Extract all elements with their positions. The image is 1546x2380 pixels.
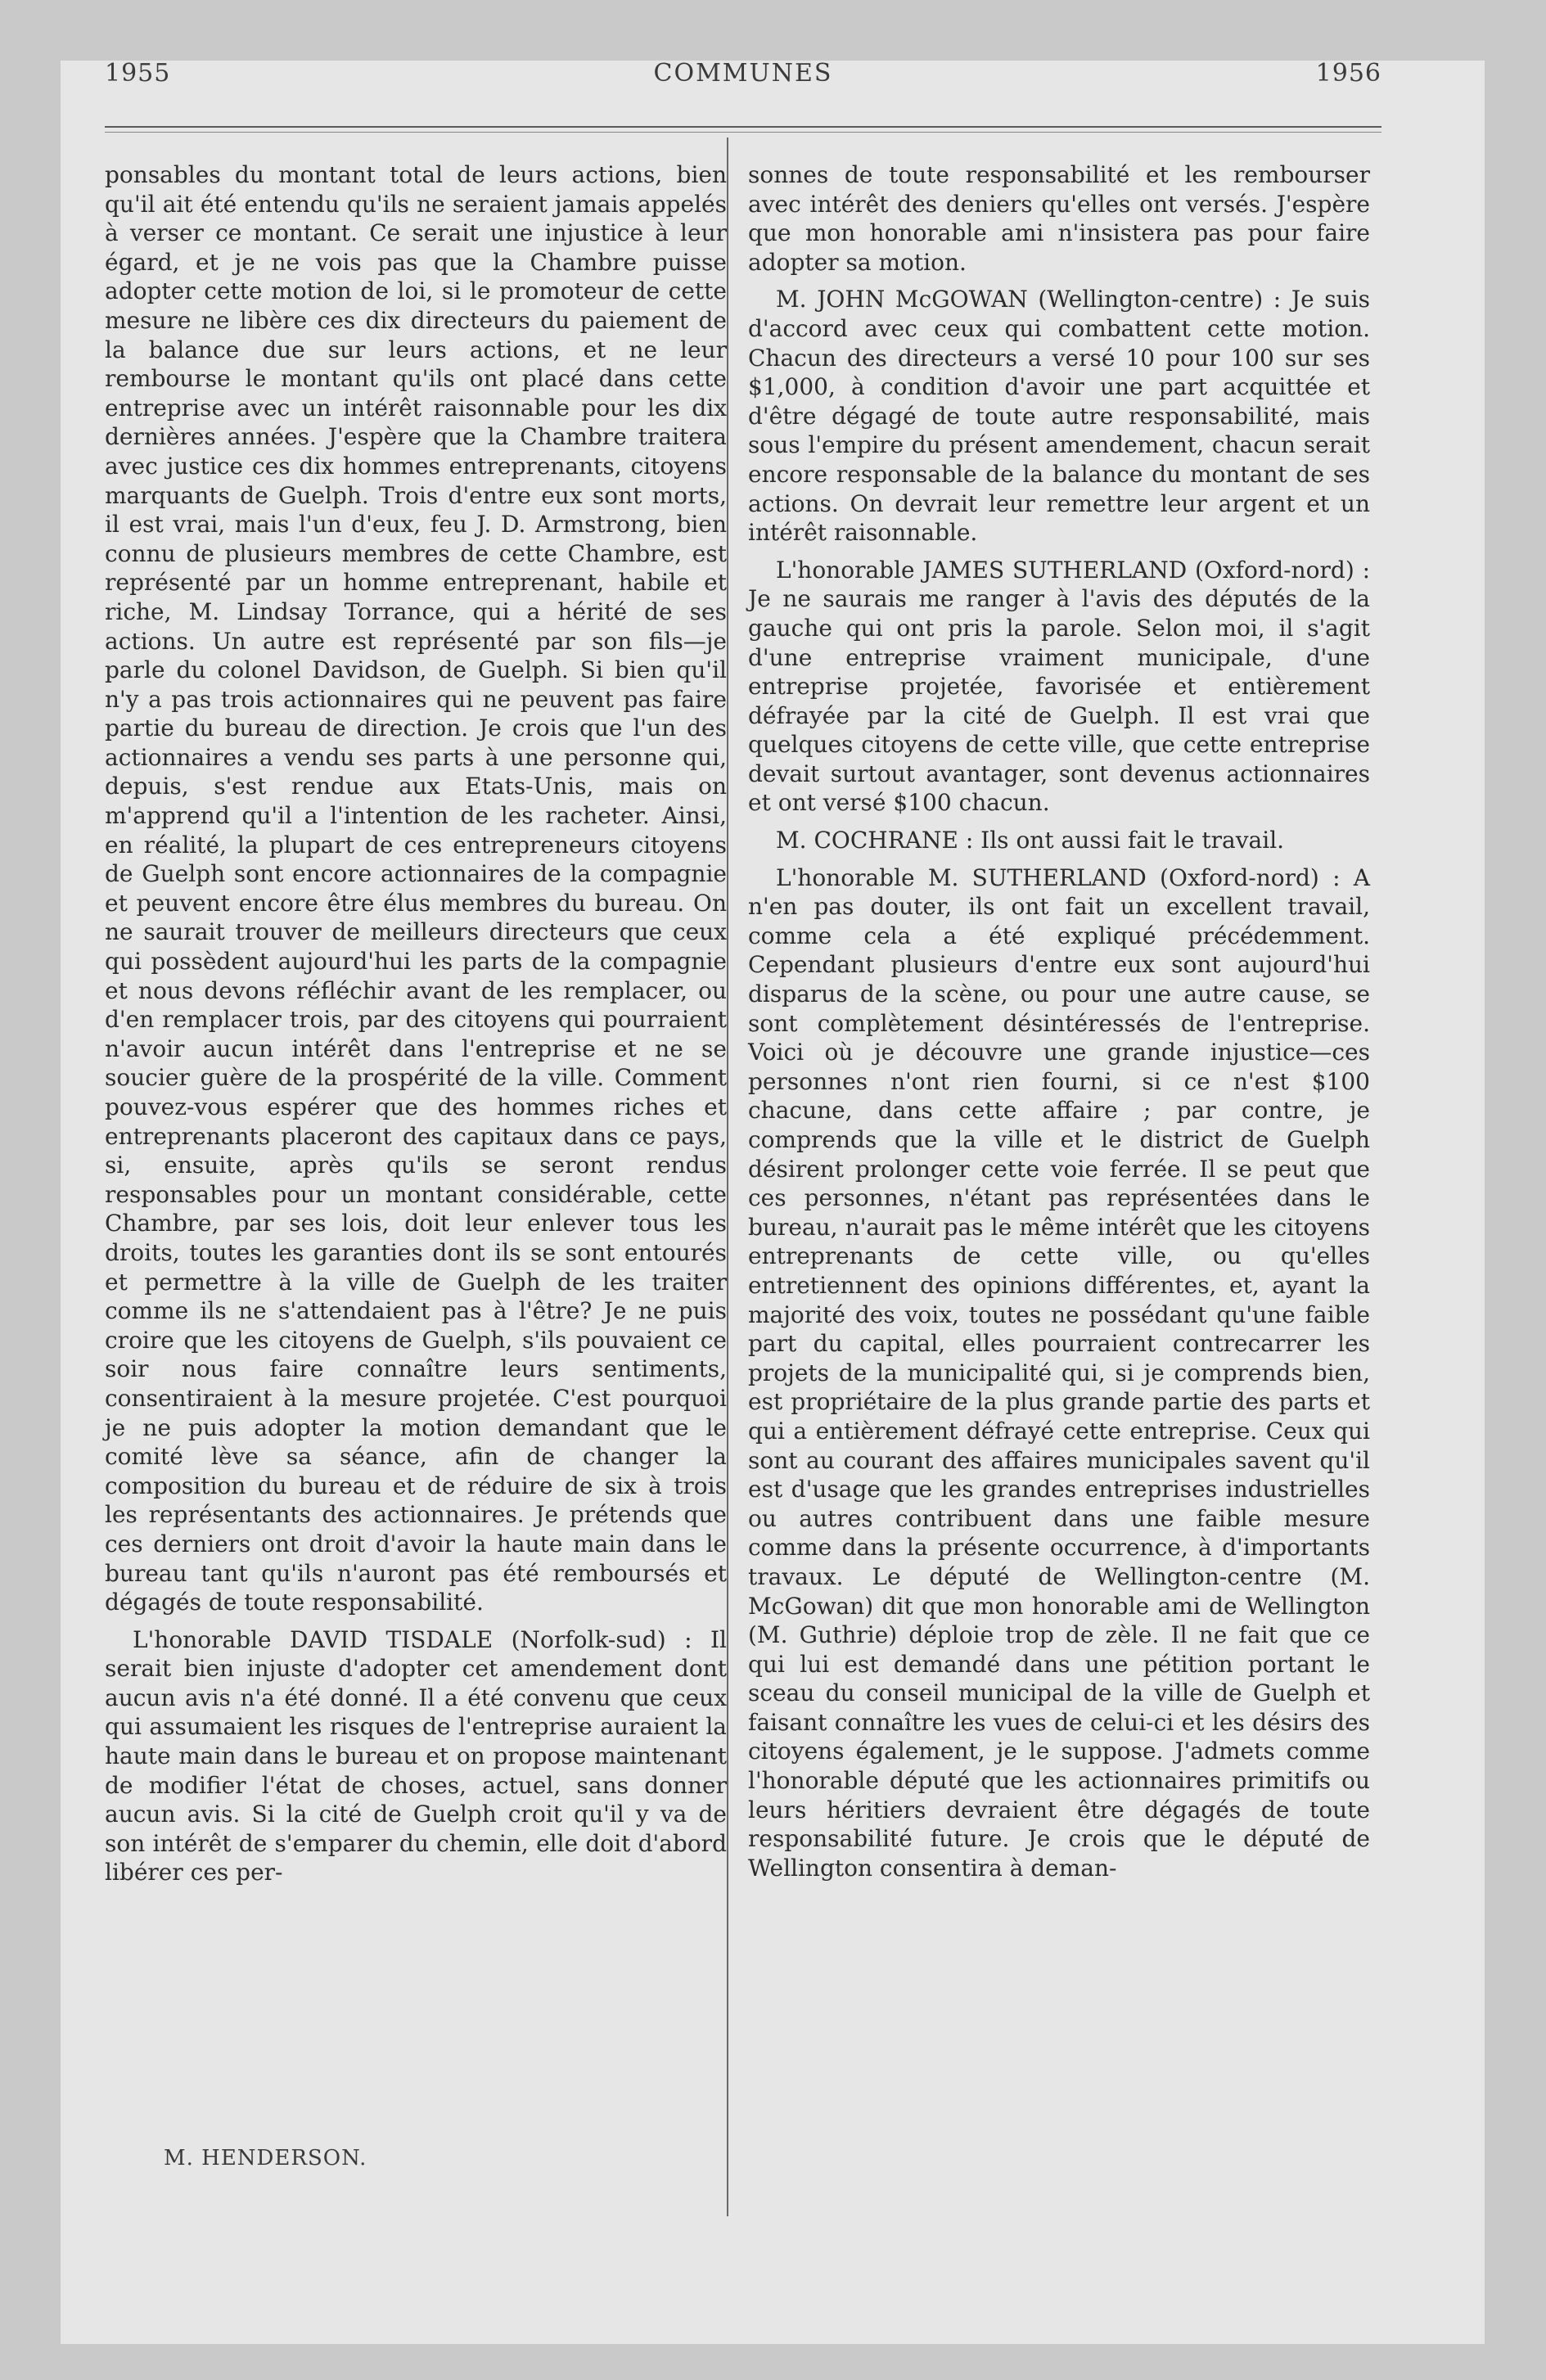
left-page-number: 1955 — [105, 59, 171, 88]
paragraph: L'honorable M. SUTHERLAND (Oxford-nord) : A n'en pas douter, ils ont fait un excellent travail, comme cela a été expliqué précédemment. Cependant plusieurs d'entre eux sont aujourd'hui disparus de la scène, ou pour une autre cause, se sont complètement désintéressés de l'entreprise. Voici où je découvre une grande injustice—ces personnes n'ont rien fourni, si ce n'est $100 chacune, dans cette affaire ; par contre, je comprends que la ville et le district de Guelph désirent prolonger cette voie ferrée. Il se peut que ces personnes, n'étant pas représentées dans le bureau, n'aurait pas le même intérêt que les citoyens entreprenants de cette ville, ou qu'elles entretiennent des opinions différentes, et, ayant la majorité des voix, toutes ne possédant qu'une faible part du capital, elles pourraient contrecarrer les projets de la municipalité qui, si je comprends bien, est propriétaire de la plus grande partie des parts et qui a entièrement défrayé cette entreprise. Ceux qui sont au courant des affaires municipales savent qu'il est d'usage que les grandes entreprises industrielles ou autres contribuent dans une faible mesure comme dans la présente occurrence, à d'importants travaux. Le député de Wellington-centre (M. McGowan) dit que mon honorable ami de Wellington (M. Guthrie) déploie trop de zèle. Il ne fait que ce qui lui est demandé dans une pétition portant le sceau du conseil municipal de la ville de Guelph et faisant connaître les vues de celui-ci et les désirs des citoyens également, je le suppose. J'admets comme l'honorable député que les actionnaires primitifs ou leurs héritiers devraient être dégagés de toute responsabilité future. Je crois que le député de Wellington consentira à deman- — [748, 863, 1370, 1882]
paragraph: M. JOHN McGOWAN (Wellington-centre) : Je suis d'accord avec ceux qui combattent cette motion. Chacun des directeurs a versé 10 pour 100 sur ses $1,000, à condition d'avoir une part acquittée et d'être dégagé de toute autre responsabilité, mais sous l'empire du présent amendement, chacun serait encore responsable de la balance du montant de ses actions. On devrait leur remettre leur argent et un intérêt raisonnable. — [748, 286, 1370, 547]
running-title: COMMUNES — [653, 59, 833, 88]
paragraph: ponsables du montant total de leurs actions, bien qu'il ait été entendu qu'ils ne seraient jamais appelés à verser ce montant. Ce serait une injustice à leur égard, et je ne vois pas que la Chambre puisse adopter cette motion de loi, si le promoteur de cette mesure ne libère ces dix directeurs du paiement de la balance due sur leurs actions, et ne leur rembourse le montant qu'ils ont placé dans cette entreprise avec un intérêt raisonnable pour les dix dernières années. J'espère que la Chambre traitera avec justice ces dix hommes entreprenants, citoyens marquants de Guelph. Trois d'entre eux sont morts, il est vrai, mais l'un d'eux, feu J. D. Armstrong, bien connu de plusieurs membres de cette Chambre, est représenté par un homme entreprenant, habile et riche, M. Lindsay Torrance, qui a hérité de ses actions. Un autre est représenté par son fils—je parle du colonel Davidson, de Guelph. Si bien qu'il n'y a pas trois actionnaires qui ne peuvent pas faire partie du bureau de direction. Je crois que l'un des actionnaires a vendu ses parts à une personne qui, depuis, s'est rendue aux Etats-Unis, mais on m'apprend qu'il a l'intention de les racheter. Ainsi, en réalité, la plupart de ces entrepreneurs citoyens de Guelph sont encore actionnaires de la compagnie et peuvent encore être élus membres du bureau. On ne saurait trouver de meilleurs directeurs que ceux qui possèdent aujourd'hui les parts de la compagnie et nous devons réfléchir avant de les remplacer, ou d'en remplacer trois, par des citoyens qui pourraient n'avoir aucun intérêt dans l'entreprise et ne se soucier guère de la prospérité de la ville. Comment pouvez-vous espérer que des hommes riches et entreprenants placeront des capitaux dans ce pays, si, ensuite, après qu'ils se seront rendus responsables pour un montant considérable, cette Chambre, par ses lois, doit leur enlever tous les droits, toutes les garanties dont ils se sont entourés et permettre à la ville de Guelph de les traiter comme ils ne s'attendaient pas à l'être? Je ne puis croire que les citoyens de Guelph, s'ils pouvaient ce soir nous faire connaître leurs sentiments, consentiraient à la mesure projetée. C'est pourquoi je ne puis adopter la motion demandant que le comité lève sa séance, afin de changer la composition du bureau et de réduire de six à trois les représentants des actionnaires. Je prétends que ces derniers ont droit d'avoir la haute main dans le bureau tant qu'ils n'auront pas été remboursés et dégagés de toute responsabilité. — [105, 161, 727, 1616]
header-rule-thin — [105, 132, 1381, 133]
paragraph: sonnes de toute responsabilité et les rembourser avec intérêt des deniers qu'elles ont versés. J'espère que mon honorable ami n'insistera pas pour faire adopter sa motion. — [748, 161, 1370, 276]
paragraph: L'honorable JAMES SUTHERLAND (Oxford-nord) : Je ne saurais me ranger à l'avis des députés de la gauche qui ont pris la parole. Selon moi, il s'agit d'une entreprise vraiment municipale, d'une entreprise projetée, favorisée et entièrement défrayée par la cité de Guelph. Il est vrai que quelques citoyens de cette ville, que cette entreprise devait surtout avantager, sont devenus actionnaires et ont versé $100 chacun. — [748, 556, 1370, 817]
page-header — [105, 59, 1381, 108]
paragraph: M. COCHRANE : Ils ont aussi fait le travail. — [776, 827, 1285, 854]
right-column — [748, 160, 1370, 1891]
left-column — [105, 160, 727, 1895]
paragraph: L'honorable DAVID TISDALE (Norfolk-sud) : Il serait bien injuste d'adopter cet amendement dont aucun avis n'a été donné. Il a été convenu que ceux qui assumaient les risques de l'entreprise auraient la haute main dans le bureau et on propose maintenant de modifier l'état de choses, actuel, sans donner aucun avis. Si la cité de Guelph croit qu'il y va de son intérêt de s'emparer du chemin, elle doit d'abord libérer ces per- — [105, 1625, 727, 1886]
column-divider — [727, 137, 728, 2216]
right-page-number: 1956 — [1315, 59, 1381, 88]
header-rule — [105, 126, 1381, 128]
footer-speaker: M. HENDERSON. — [164, 2146, 367, 2170]
